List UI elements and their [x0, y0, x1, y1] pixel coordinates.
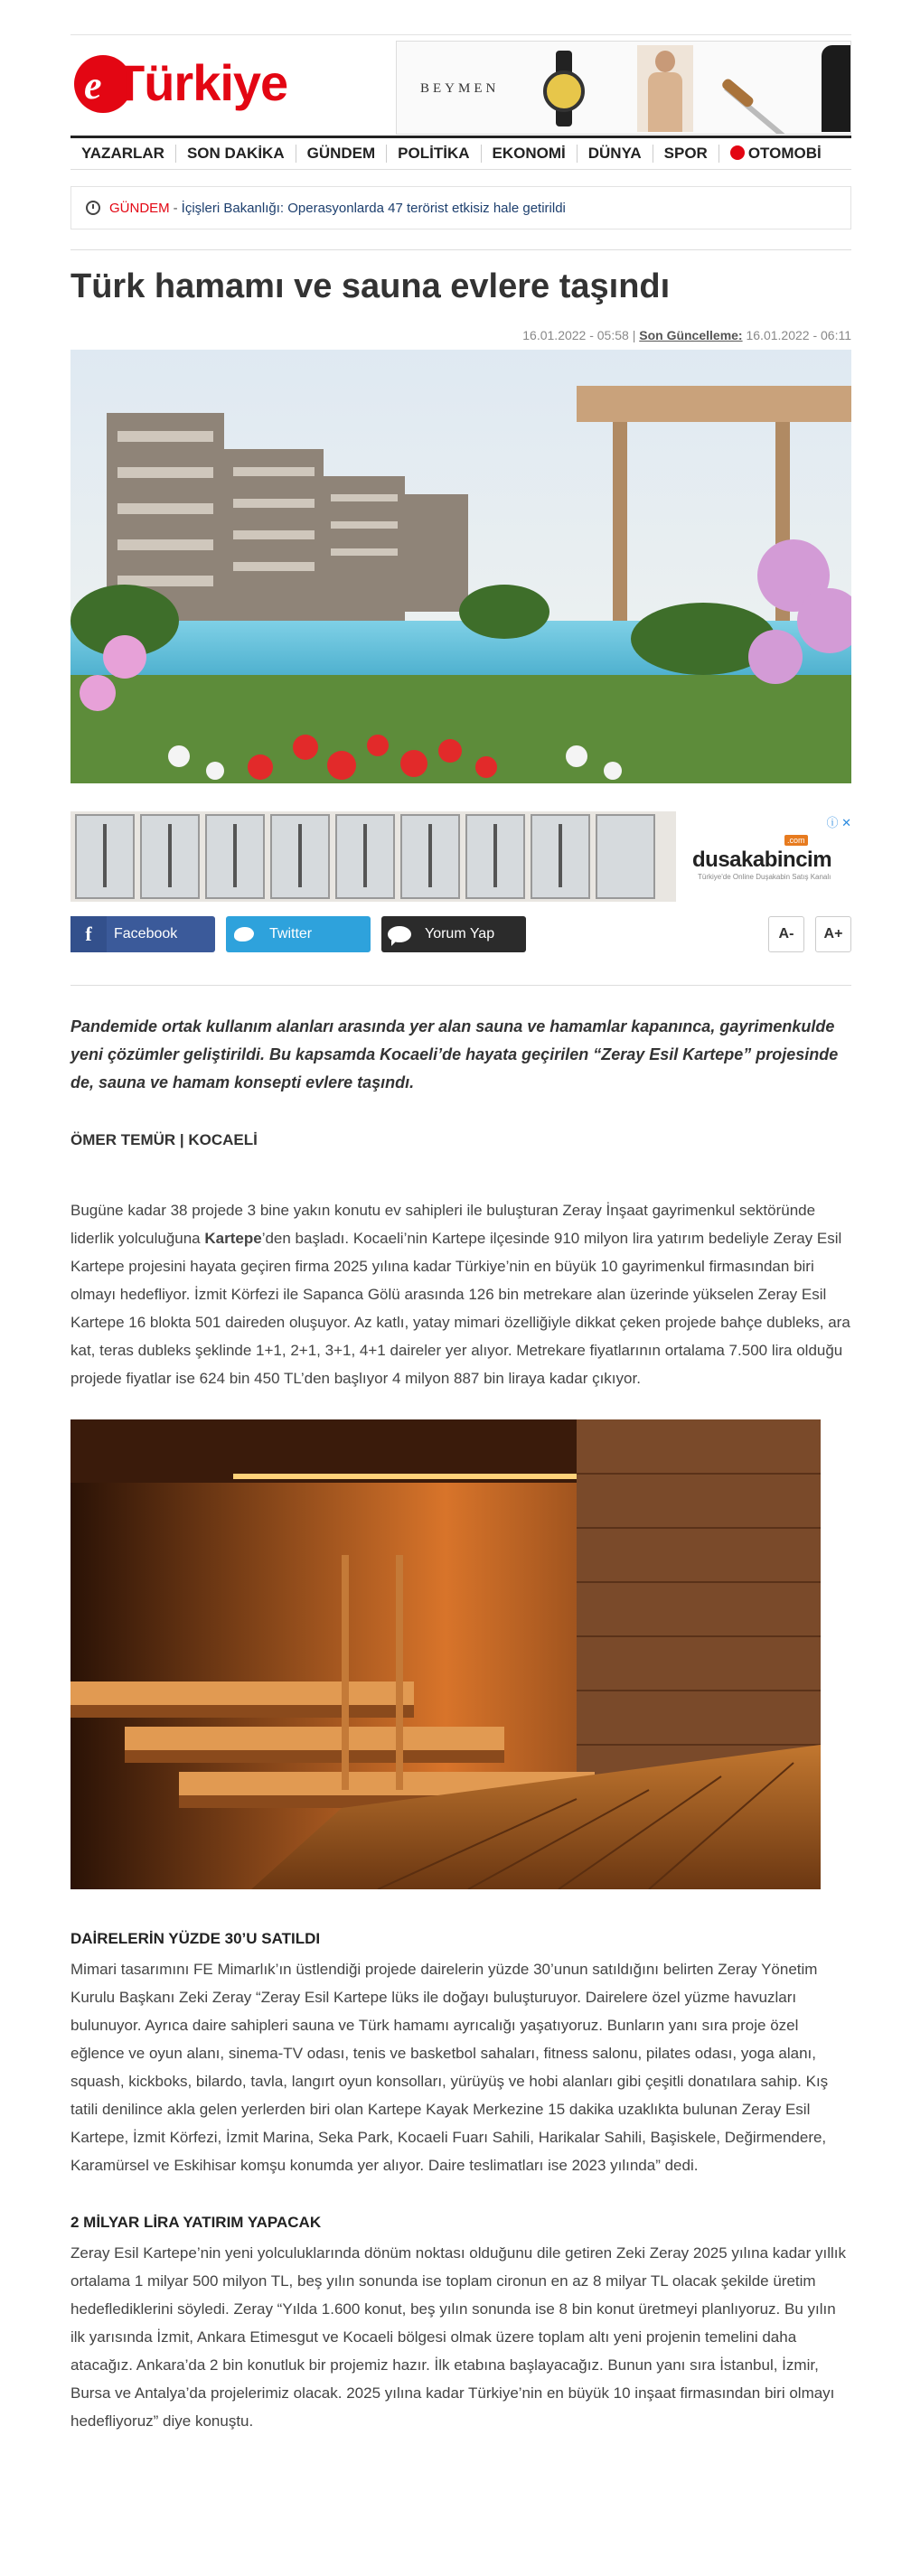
model-image [637, 45, 693, 132]
comment-button[interactable] [381, 916, 526, 952]
comment-label: Yorum Yap [425, 926, 495, 941]
article-paragraph-1 [70, 1196, 851, 1392]
updated-date: 16.01.2022 - 06:11 [746, 328, 851, 342]
logo-tag: .com [784, 835, 808, 846]
breaking-category: GÜNDEM [109, 200, 170, 216]
article-lead: Pandemide ortak kullanım alanları arasında yer alan sauna ve hamamlar kapanınca, gayrimenkulde yeni çözümler geliştirildi. Bu kapsamda Kocaeli’de hayata geçirilen “Zeray Esil Kartepe” projesinde de, sauna ve hamam konsepti evlere taşındı. [70, 1017, 839, 1091]
sauna-image [70, 1419, 821, 1889]
twitter-share-button[interactable] [226, 916, 371, 952]
nav-otomobil-label: OTOMOBİ [747, 145, 822, 162]
divider [70, 985, 851, 986]
nav-ekonomi[interactable]: EKONOMİ [482, 145, 578, 163]
logo-name: dusakabincim [692, 848, 832, 872]
logo-slogan: Türkiye'de Online Duşakabin Satış Kanalı [698, 873, 831, 881]
article-meta [70, 328, 851, 342]
nav-son-dakika[interactable]: SON DAKİKA [176, 145, 296, 163]
comment-icon [381, 916, 418, 952]
breaking-news-bar[interactable] [70, 186, 851, 229]
hero-image [70, 350, 851, 783]
breaking-headline[interactable]: İçişleri Bakanlığı: Operasyonlarda 47 terörist etkisiz hale getirildi [181, 200, 566, 216]
facebook-share-button[interactable] [70, 916, 215, 952]
updated-label: Son Güncelleme: [639, 328, 743, 342]
subheading-2: 2 MİLYAR LİRA YATIRIM YAPACAK [70, 2214, 322, 2231]
divider [70, 249, 851, 250]
logo-word: Türkiye [114, 54, 288, 111]
logo-letter: e [84, 63, 102, 108]
site-logo[interactable] [74, 52, 300, 117]
shower-ad-strip[interactable] [70, 811, 851, 902]
twitter-label: Twitter [269, 926, 313, 941]
font-decrease-button[interactable]: A- [768, 916, 804, 952]
main-nav [70, 136, 851, 170]
article-title: Türk hamamı ve sauna evlere taşındı [70, 267, 671, 305]
breaking-separator: - [173, 200, 178, 216]
nav-politika[interactable]: POLİTİKA [387, 145, 481, 163]
facebook-label: Facebook [114, 926, 178, 941]
facebook-icon: f [70, 916, 107, 952]
clock-icon [86, 201, 100, 215]
site-header [70, 34, 851, 136]
paragraph-text: Bugüne kadar 38 projede 3 bine yakın konutu ev sahipleri ile buluşturan Zeray İnşaat gayrimenkul sektöründe liderlik yolculuğuna [70, 1202, 816, 1247]
nav-spor[interactable]: SPOR [653, 145, 719, 163]
shower-products-image [70, 811, 676, 902]
kartepe-link[interactable]: Kartepe [204, 1230, 262, 1247]
dusakabincim-logo[interactable] [692, 835, 846, 880]
nav-yazarlar[interactable]: YAZARLAR [70, 145, 176, 163]
ad-brand-name: BEYMEN [420, 81, 500, 96]
ad-close-icon[interactable]: ⓘ ✕ [826, 816, 851, 829]
paragraph-text: ’den başladı. Kocaeli’nin Kartepe ilçesinde 910 milyon lira yatırım bedeliyle Zeray Esil Kartepe projesini hayata geçiren firma 2025 yılına kadar Türkiye’nin en büyük 10 gayrimenkul firmasından biri olmayı hedefliyor. İzmit Körfezi ile Sapanca Gölü arasında 126 bin metrekare alan üzerinde yükselen Zeray Esil Kartepe 16 blokta 501 daireden oluşuyor. Az katlı, yatay mimari özelliğiyle dikkat çeken projede bahçe dubleks, ara kat, teras dubleks şeklinde 1+1, 2+1, 3+1, 4+1 daireler yer alıyor. Metrekare fiyatlarının ortalama 7.500 lira olduğu projede fiyatlar ise 624 bin 450 TL’den başlıyor 4 milyon 887 bin liraya kadar çıkıyor. [70, 1230, 850, 1387]
header-advertisement[interactable] [396, 41, 851, 135]
twitter-icon [226, 916, 262, 952]
share-bar [70, 916, 851, 952]
watch-image [540, 51, 588, 126]
font-increase-button[interactable]: A+ [815, 916, 851, 952]
nav-gundem[interactable]: GÜNDEM [296, 145, 388, 163]
nav-otomobil[interactable] [719, 145, 832, 163]
article-paragraph-3: Zeray Esil Kartepe’nin yeni yolculuklarında dönüm noktası olduğunu dile getiren Zeki Zeray 2025 yılına kadar yıllık ortalama 1 milyar 500 milyon TL, beş yılın sonunda ise toplam cironun en az 8 milyar TL olacak şekilde üretim hedeflediklerini söyledi. Zeray “Yılda 1.600 konut, beş yılın sonunda ise 8 bin konut üretmeyi planlıyoruz. Bu yılın ilk yarısında İzmit, Ankara Etimesgut ve Kocaeli bölgesi olmak üzere toplam altı yeni projenin temelini daha atacağız. Ankara’da 2 bin konutluk bir projemiz hazır. İlk etabına başlayacağız. Bunun yanı sıra İstanbul, İzmir, Bursa ve Antalya’da projelerimiz olacak. 2025 yılına kadar Türkiye’nin en büyük 10 inşaat firmasından biri olmayı hedefliyoruz” diye konuştu. [70, 2244, 847, 2430]
article-byline: ÖMER TEMÜR | KOCAELİ [70, 1131, 258, 1148]
subheading-1: DAİRELERİN YÜZDE 30’U SATILDI [70, 1930, 321, 1947]
otomobil-icon [730, 145, 745, 160]
article-paragraph-2: Mimari tasarımını FE Mimarlık’ın üstlendiği projede dairelerin yüzde 30’unun satıldığını belirten Zeray Yönetim Kurulu Başkanı Zeki Zeray “Zeray Esil Kartepe lüks ile doğayı buluşturuyor. Dairelere özel yüzme havuzları bulunuyor. Ayrıca daire sahipleri sauna ve Türk hamamı ayrıcalığı yaşatıyoruz. Bunların yanı sıra proje özel eğlence ve oyun alanı, sinema-TV odası, tenis ve basketbol sahaları, fitness salonu, pilates odası, yoga alanı, squash, kickboks, bilardo, tavla, langırt oyun konsolları, yürüyüş ve hobi alanları gibi çeşitli donatılara sahip. Kış tatili denilince akla gelen yerlerden biri olan Kartepe Kayak Merkezine 15 dakika uzaklıkta bulunan Zeray Esil Kartepe, İzmit Körfezi, İzmit Marina, Seka Park, Kocaeli Fuarı Sahili, Harikalar Sahili, Başiskele, Değirmendere, Karamürsel ve Eskihisar komşu konumda yer alıyor. Daire teslimatları ise 2023 yılında” dedi. [70, 1961, 829, 2174]
page [70, 34, 851, 2435]
nav-dunya[interactable]: DÜNYA [578, 145, 653, 163]
knife-image [718, 51, 791, 126]
published-date: 16.01.2022 - 05:58 | [522, 328, 636, 342]
product-image [822, 45, 851, 132]
